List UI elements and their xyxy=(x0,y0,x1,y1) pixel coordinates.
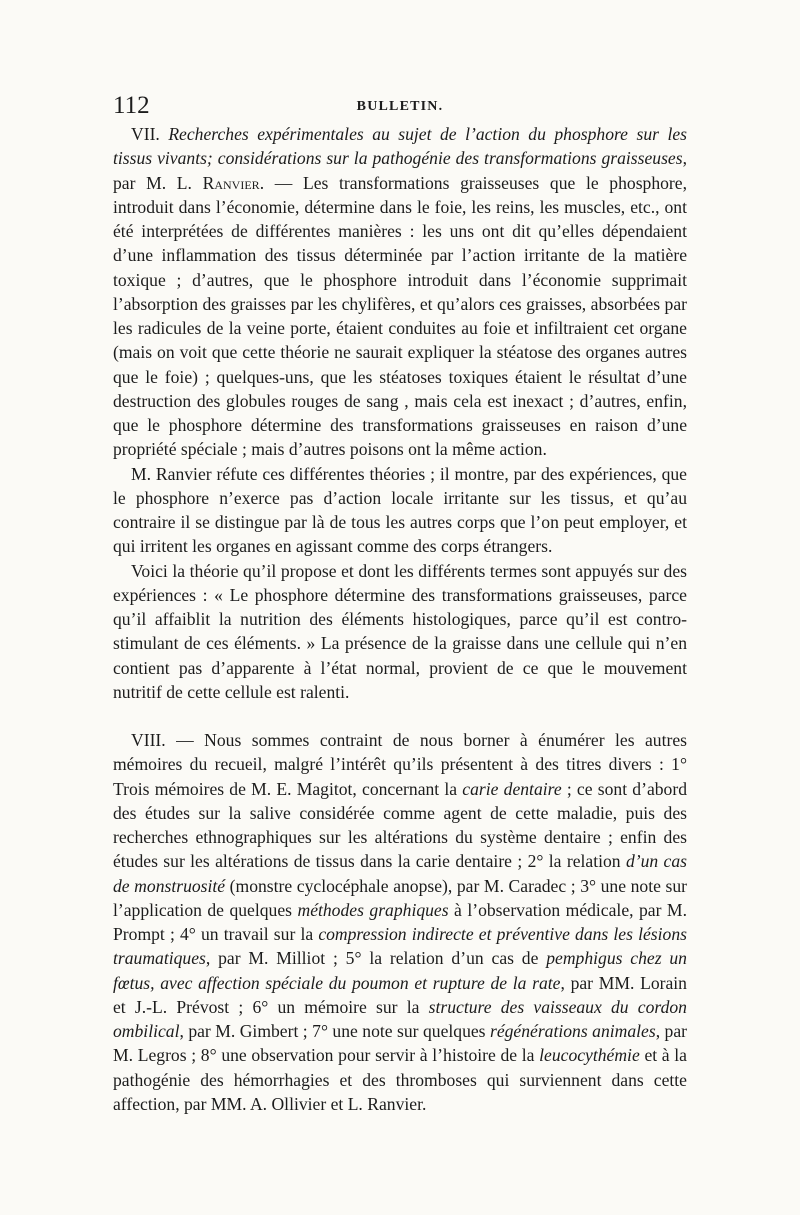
viii-italic-4: compression indirecte et préventive dans les lésions traumatiques xyxy=(113,924,687,969)
section-vii-title: Recherches expérimentales au sujet de l’action du phosphore sur les tissus vivants; considérations sur la pathogénie des transformations graisseuses xyxy=(113,124,687,169)
viii-text-7: , par M. Gimbert ; 7° une note sur quelques xyxy=(179,1021,490,1041)
body-text xyxy=(113,122,687,1116)
section-vii-paragraph-1 xyxy=(113,122,687,462)
viii-italic-5: pemphigus chez un fœtus, avec affection spéciale du poumon et rupture de la rate xyxy=(113,948,687,993)
viii-italic-1: carie dentaire xyxy=(462,778,562,799)
viii-text-9: et à la pathogénie des hémorrhagies et des thromboses qui surviennent dans cette affection, par MM. A. Ollivier et L. Ranvier. xyxy=(113,1045,687,1114)
viii-italic-3: méthodes graphiques xyxy=(297,899,449,920)
viii-text-1: VIII. — Nous sommes contraint de nous borner à énumérer les autres mémoires du recueil, malgré l’intérêt qu’ils présentent à des titres divers : 1° Trois mémoires de M. E. Magitot, concernant la xyxy=(113,730,687,799)
viii-text-4: à l’observation médicale, par M. Prompt ; 4° un travail sur la xyxy=(113,899,687,944)
section-vii-text-1: . — Les transformations graisseuses que le phosphore, introduit dans l’économie, détermine dans le foie, les reins, les muscles, etc., ont été interprétées de différentes manières : les uns ont dit qu’elles dépendaient d’une inflammation des tissus déterminée par l’action irritante de la matière toxique ; d’autres, que le phosphore introduit dans l’économie supprimait l’absorption des graisses par les chylifères, et qu’alors ces graisses, absorbées par les radicules de la veine porte, étaient conduites au foie et infiltraient cet organe (mais on voit que cette théorie ne saurait expliquer la stéatose des organes autres que le foie) ; quelques-uns, que les stéatoses toxiques étaient le résultat d’une destruction des globules rouges de sang , mais cela est inexact ; d’autres, enfin, que le phosphore détermine des transformations graisseuses en raison d’une propriété spéciale ; mais d’autres poisons ont la même action. xyxy=(113,172,687,460)
viii-text-8: , par M. Legros ; 8° une observation pour servir à l’histoire de la xyxy=(113,1021,688,1066)
running-head: BULLETIN. xyxy=(356,99,444,114)
section-vii-paragraph-3: Voici la théorie qu’il propose et dont les différents termes sont appuyés sur des expériences : « Le phosphore détermine des transformations graisseuses, parce qu’il affaiblit la nutrition des éléments histologiques, parce qu’il est contro-stimulant de ces éléments. » La présence de la graisse dans une cellule qui n’en contient pas d’apparente à l’état normal, provient de ce que le mouvement nutritif de cette cellule est ralenti. xyxy=(113,560,687,702)
page-number: 112 xyxy=(113,92,150,119)
page-header xyxy=(113,92,687,122)
viii-italic-7: régénérations animales xyxy=(489,1021,656,1041)
viii-text-5: , par M. Milliot ; 5° la relation d’un cas de xyxy=(205,948,547,969)
viii-italic-6: structure des vaisseaux du cordon ombilical xyxy=(113,996,687,1041)
viii-text-3: (monstre cyclocéphale anopse), par M. Caradec ; 3° une note sur l’application de quelques xyxy=(113,875,687,920)
section-vii-author-prefix: , par M. L. xyxy=(113,148,687,193)
section-vii-numeral: VII. xyxy=(131,124,160,144)
viii-text-2: ; ce sont d’abord des études sur la salive considérée comme agent de cette maladie, puis des recherches ethnographiques sur les altérations du système dentaire ; enfin des études sur les altérations de tissus dans la carie dentaire ; 2° la relation xyxy=(113,778,687,872)
section-vii-author: Ranvier xyxy=(202,172,260,193)
viii-italic-2: d’un cas de monstruosité xyxy=(113,851,687,896)
viii-text-6: , par MM. Lorain et J.-L. Prévost ; 6° un mémoire sur la xyxy=(113,972,687,1017)
viii-italic-8: leucocythémie xyxy=(539,1045,640,1066)
section-vii-paragraph-2: M. Ranvier réfute ces différentes théories ; il montre, par des expériences, que le phosphore n’exerce pas d’action locale irritante sur les tissus, et qu’au contraire il se distingue par là de tous les autres corps que l’on peut employer, et qui irritent les organes en agissant comme des corps étrangers. xyxy=(113,463,687,557)
section-viii-paragraph xyxy=(113,728,687,1116)
